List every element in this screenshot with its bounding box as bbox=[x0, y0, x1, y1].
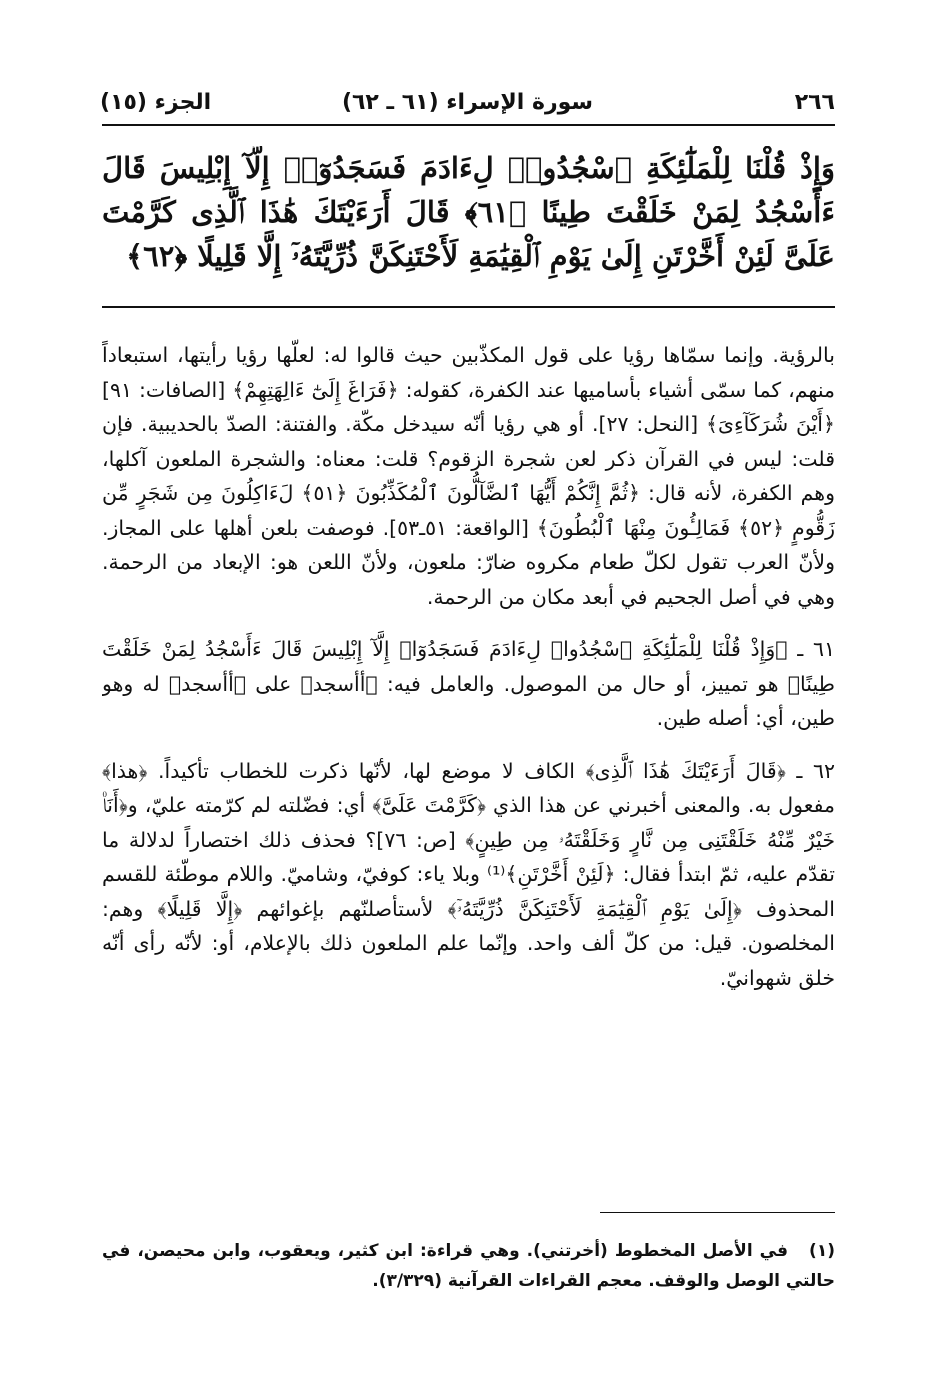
commentary-paragraph-verse-62: ٦٢ ـ ﴿قَالَ أَرَءَيْتَكَ هَٰذَا ٱلَّذِى﴾ الكاف لا موضع لها، لأنّها ذكرت للخطاب تأكيداً. ﴿هذا﴾ مفعول به. والمعنى أخبرني عن هذا الذي ﴿كَرَّمْتَ عَلَىَّ﴾ أي: فضّلته لم كرّمته عليّ، و﴿أَنَا۠ خَيْرٌ مِّنْهُ خَلَقْتَنِى مِن نَّارٍ وَخَلَقْتَهُۥ مِن طِينٍ﴾ [ص: ٧٦]؟ فحذف ذلك اختصاراً لدلالة ما تقدّم عليه، ثمّ ابتدأ فقال: ﴿لَئِنْ أَخَّرْتَنِ﴾⁽¹⁾ وبلا ياء: كوفيّ، وشاميّ. واللام موطّئة للقسم المحذوف ﴿إِلَىٰ يَوْمِ ٱلْقِيَٰمَةِ لَأَحْتَنِكَنَّ ذُرِّيَّتَهُۥٓ﴾ لأستأصلنّهم بإغوائهم ﴿إِلَّا قَلِيلًا﴾ وهم: المخلصون. قيل: من كلّ ألف واحد. وإنّما علم الملعون ذلك بالإعلام، أو: لأنّه رأى أنّه خلق شهوانيّ. bbox=[102, 758, 835, 990]
footnote bbox=[102, 1236, 835, 1316]
page-number: ٢٦٦ bbox=[794, 90, 835, 115]
footnote-text: في الأصل المخطوط (أخرتني). وهي قراءة: ابن كثير، ويعقوب، وابن محيصن، في حالتي الوصل والوقف. معجم القراءات القرآنية (٣/٣٢٩). bbox=[102, 1241, 835, 1291]
commentary-paragraph-verse-61: ٦١ ـ ﴿وَإِذْ قُلْنَا لِلْمَلَٰٓئِكَةِ ٱسْجُدُوا۟ لِءَادَمَ فَسَجَدُوٓا۟ إِلَّآ إِبْلِيسَ قَالَ ءَأَسْجُدُ لِمَنْ خَلَقْتَ طِينًا﴾ هو تمييز، أو حال من الموصول. والعامل فيه: ﴿أأسجد﴾ على ﴿أأسجد﴾ له وهو طين، أي: أصله طين. bbox=[102, 637, 835, 730]
footnote-number: (١) bbox=[809, 1241, 835, 1261]
footnote-rule bbox=[600, 1212, 835, 1213]
surah-title: سورة الإسراء (٦١ ـ ٦٢) bbox=[341, 90, 594, 115]
juz-label: الجزء (١٥) bbox=[100, 90, 212, 115]
running-header bbox=[100, 84, 835, 124]
commentary-paragraph-1: بالرؤية. وإنما سمّاها رؤيا على قول المكذّبين حيث قالوا له: لعلّها رؤيا رأيتها، استبعاداً منهم، كما سمّى أشياء بأساميها عند الكفرة، كقوله: ﴿فَرَاغَ إِلَىٰٓ ءَالِهَتِهِمْ﴾ [الصافات: ٩١] ﴿أَيْنَ شُرَكَآءِىَ﴾ [النحل: ٢٧]. أو هي رؤيا أنّه سيدخل مكّة. والفتنة: الصدّ بالحديبية. فإن قلت: ليس في القرآن ذكر لعن شجرة الزقوم؟ قلت: معناه: والشجرة الملعون آكلها، وهم الكفرة، لأنه قال: ﴿ثُمَّ إِنَّكُمْ أَيُّهَا ٱلضَّآلُّونَ ٱلْمُكَذِّبُونَ ﴿٥١﴾ لَءَاكِلُونَ مِن شَجَرٍ مِّن زَقُّومٍ ﴿٥٢﴾ فَمَالِـُٔونَ مِنْهَا ٱلْبُطُونَ﴾ [الواقعة: ٥١ـ٥٣]. فوصفت بلعن أهلها على المجاز. ولأنّ العرب تقول لكلّ طعام مكروه ضارّ: ملعون، ولأنّ اللعن هو: الإبعاد من الرحمة. وهي في أصل الجحيم في أبعد مكان من الرحمة. bbox=[102, 343, 835, 609]
verse-rule bbox=[102, 306, 835, 308]
header-rule bbox=[102, 124, 835, 126]
commentary-text bbox=[102, 338, 835, 1168]
quran-verses: وَإِذْ قُلْنَا لِلْمَلَٰٓئِكَةِ ٱسْجُدُوا۟ لِءَادَمَ فَسَجَدُوٓا۟ إِلَّآ إِبْلِيسَ قَالَ ءَأَسْجُدُ لِمَنْ خَلَقْتَ طِينًا ﴿٦١﴾ قَالَ أَرَءَيْتَكَ هَٰذَا ٱلَّذِى كَرَّمْتَ عَلَىَّ لَئِنْ أَخَّرْتَنِ إِلَىٰ يَوْمِ ٱلْقِيَٰمَةِ لَأَحْتَنِكَنَّ ذُرِّيَّتَهُۥٓ إِلَّا قَلِيلًا ﴿٦٢﴾ bbox=[102, 151, 835, 273]
